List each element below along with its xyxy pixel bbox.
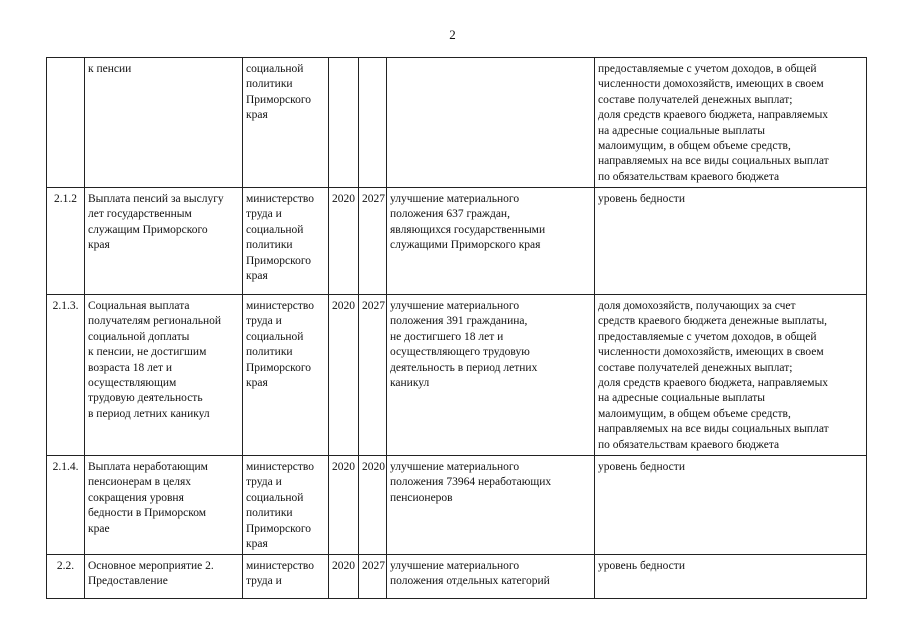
- end-year-cell: [359, 456, 387, 555]
- cell-line: социальной: [246, 491, 304, 504]
- cell-line: пенсионеров: [390, 491, 453, 504]
- cell-line: к пенсии: [88, 63, 132, 75]
- measure-name-cell: [85, 295, 243, 456]
- expected-result-cell: [387, 188, 595, 295]
- cell-line: малоимущим, в общем объеме средств,: [598, 407, 791, 420]
- cell-line: направляемых на все виды социальных выплат: [598, 423, 829, 436]
- cell-text: 2027: [362, 560, 385, 572]
- executor-cell: [243, 58, 329, 188]
- cell-line: доля средств краевого бюджета, направляемых: [598, 109, 829, 122]
- item-number-cell: [47, 58, 85, 188]
- cell-line: положения 73964 неработающих: [390, 476, 552, 489]
- cell-line: Приморского: [246, 522, 312, 535]
- cell-line: улучшение материального: [390, 560, 520, 572]
- cell-line: труда и: [246, 315, 282, 328]
- measure-name-cell: [85, 188, 243, 295]
- cell-line: трудовую деятельность: [88, 392, 203, 405]
- start-year-cell: [329, 295, 359, 456]
- page-number: 2: [449, 27, 456, 42]
- cell-text: 2027: [362, 193, 385, 205]
- cell-text: 2027: [362, 300, 385, 312]
- cell-line: уровень бедности: [598, 193, 685, 205]
- cell-line: доля средств краевого бюджета, направляемых: [598, 377, 829, 390]
- cell-line: средств краевого бюджета денежные выплаты,: [598, 315, 828, 328]
- cell-line: края: [246, 109, 268, 122]
- item-number-cell: [47, 456, 85, 555]
- cell-line: Социальная выплата: [88, 300, 190, 312]
- cell-line: малоимущим, в общем объеме средств,: [598, 140, 791, 153]
- end-year-cell: [359, 188, 387, 295]
- cell-line: края: [246, 377, 268, 390]
- cell-line: получателям региональной: [88, 315, 222, 328]
- cell-line: крае: [88, 522, 110, 535]
- cell-line: доля домохозяйств, получающих за счет: [598, 300, 796, 312]
- measures-table: [46, 57, 867, 599]
- cell-text: 2020: [332, 560, 355, 572]
- cell-text: 2020: [332, 461, 355, 473]
- cell-line: улучшение материального: [390, 193, 520, 205]
- cell-text: 2.1.4.: [52, 461, 79, 473]
- cell-line: к пенсии, не достигшим: [88, 346, 207, 359]
- expected-result-cell: [387, 555, 595, 599]
- expected-result-cell: [387, 456, 595, 555]
- cell-line: положения 637 граждан,: [390, 208, 510, 221]
- cell-line: Основное мероприятие 2.: [88, 560, 214, 572]
- cell-line: в период летних каникул: [88, 407, 210, 420]
- start-year-cell: [329, 188, 359, 295]
- table-row: [47, 295, 867, 456]
- cell-line: уровень бедности: [598, 461, 685, 473]
- expected-result-cell: [387, 295, 595, 456]
- cell-text: 2.2.: [56, 560, 75, 572]
- cell-line: направляемых на все виды социальных выплат: [598, 155, 829, 168]
- cell-line: края: [246, 538, 268, 551]
- cell-line: не достигшего 18 лет и: [390, 330, 504, 343]
- executor-cell: [243, 295, 329, 456]
- cell-text: 2020: [362, 461, 385, 473]
- cell-line: Выплата неработающим: [88, 461, 208, 473]
- cell-line: Приморского: [246, 93, 312, 106]
- cell-line: Приморского: [246, 254, 312, 267]
- cell-line: министерство: [246, 461, 314, 473]
- cell-line: министерство: [246, 560, 314, 572]
- indicator-cell: [595, 555, 867, 599]
- cell-line: социальной: [246, 223, 304, 236]
- cell-line: служащим Приморского: [88, 223, 208, 236]
- cell-line: возраста 18 лет и: [88, 361, 173, 374]
- end-year-cell: [359, 555, 387, 599]
- cell-text: 2.1.2: [54, 193, 77, 205]
- cell-line: предоставляемые с учетом доходов, в общей: [598, 63, 817, 75]
- item-number-cell: [47, 295, 85, 456]
- indicator-cell: [595, 456, 867, 555]
- end-year-cell: [359, 295, 387, 456]
- cell-line: Предоставление: [88, 575, 168, 588]
- cell-line: политики: [246, 78, 293, 91]
- cell-line: служащими Приморского края: [390, 239, 541, 252]
- cell-line: уровень бедности: [598, 560, 685, 572]
- cell-line: политики: [246, 507, 293, 520]
- end-year-cell: [359, 58, 387, 188]
- cell-line: улучшение материального: [390, 300, 520, 312]
- item-number-cell: [47, 555, 85, 599]
- indicator-cell: [595, 295, 867, 456]
- cell-line: положения 391 гражданина,: [390, 315, 528, 328]
- expected-result-cell: [387, 58, 595, 188]
- table-row: [47, 188, 867, 295]
- cell-line: каникул: [390, 377, 430, 390]
- cell-line: по обязательствам краевого бюджета: [598, 170, 780, 183]
- cell-line: политики: [246, 346, 293, 359]
- cell-line: численности домохозяйств, имеющих в своем: [598, 346, 824, 359]
- measure-name-cell: [85, 58, 243, 188]
- indicator-cell: [595, 188, 867, 295]
- executor-cell: [243, 188, 329, 295]
- table-row: [47, 555, 867, 599]
- table-row: [47, 456, 867, 555]
- cell-line: осуществляющего трудовую: [390, 346, 530, 359]
- cell-line: на адресные социальные выплаты: [598, 392, 766, 405]
- cell-line: Выплата пенсий за выслугу: [88, 193, 224, 205]
- cell-text: 2.1.3.: [52, 300, 79, 312]
- cell-line: министерство: [246, 300, 314, 312]
- item-number-cell: [47, 188, 85, 295]
- cell-line: составе получателей денежных выплат;: [598, 361, 793, 374]
- cell-line: социальной: [246, 63, 304, 75]
- cell-line: на адресные социальные выплаты: [598, 124, 766, 137]
- start-year-cell: [329, 58, 359, 188]
- cell-line: численности домохозяйств, имеющих в своем: [598, 78, 824, 91]
- executor-cell: [243, 555, 329, 599]
- cell-line: улучшение материального: [390, 461, 520, 473]
- cell-line: министерство: [246, 193, 314, 205]
- measure-name-cell: [85, 555, 243, 599]
- cell-line: труда и: [246, 476, 282, 489]
- cell-line: социальной доплаты: [88, 330, 190, 343]
- executor-cell: [243, 456, 329, 555]
- cell-line: бедности в Приморском: [88, 507, 207, 520]
- cell-line: осуществляющим: [88, 377, 177, 390]
- cell-text: 2020: [332, 300, 355, 312]
- cell-line: по обязательствам краевого бюджета: [598, 438, 780, 451]
- cell-line: сокращения уровня: [88, 491, 184, 504]
- indicator-cell: [595, 58, 867, 188]
- cell-line: лет государственным: [88, 208, 192, 221]
- cell-line: политики: [246, 239, 293, 252]
- table-row: [47, 58, 867, 188]
- cell-line: труда и: [246, 208, 282, 221]
- start-year-cell: [329, 456, 359, 555]
- cell-line: края: [88, 239, 110, 252]
- cell-line: пенсионерам в целях: [88, 476, 192, 489]
- start-year-cell: [329, 555, 359, 599]
- cell-line: края: [246, 270, 268, 283]
- cell-line: составе получателей денежных выплат;: [598, 93, 793, 106]
- measure-name-cell: [85, 456, 243, 555]
- cell-line: предоставляемые с учетом доходов, в общей: [598, 330, 817, 343]
- cell-line: являющихся государственными: [390, 223, 546, 236]
- cell-line: деятельность в период летних: [390, 361, 538, 374]
- cell-line: положения отдельных категорий: [390, 575, 550, 588]
- cell-line: Приморского: [246, 361, 312, 374]
- cell-text: 2020: [332, 193, 355, 205]
- cell-line: социальной: [246, 330, 304, 343]
- cell-line: труда и: [246, 575, 282, 588]
